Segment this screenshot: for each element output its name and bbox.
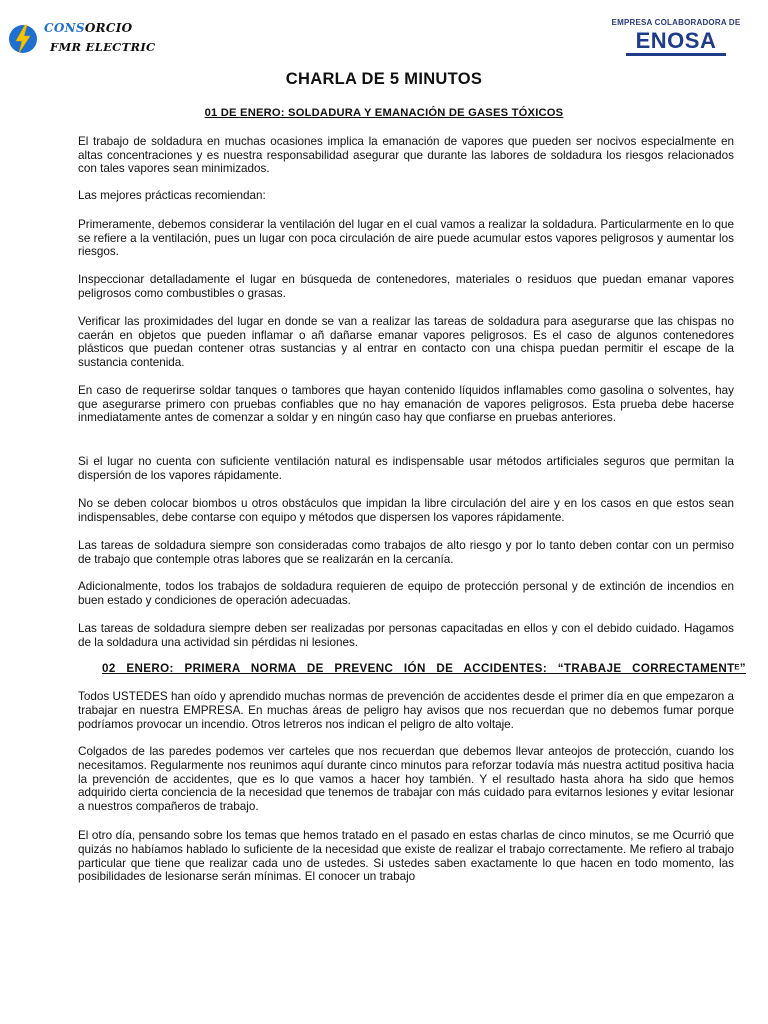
page-title: CHARLA DE 5 MINUTOS	[285, 70, 483, 88]
section1-heading: 01 DE ENERO: SOLDADURA Y EMANACIÓN DE GASES TÓXICOS	[204, 107, 564, 119]
enosa-underline	[626, 53, 726, 56]
paragraph: Primeramente, debemos considerar la ventilación del lugar en el cual vamos a realizar la soldadura. Particularmente en lo que se refiere a la ventilación, pues un lugar con poca circulación de aire puede acumular estos vapores peligrosos y aumentar los riesgos.	[78, 218, 734, 259]
paragraph: Verificar las proximidades del lugar en donde se van a realizar las tareas de soldadura para asegurarse que las chispas no caerán en objetos que pueden inflamar o añ dañarse emanar vapores peligrosos. Es el caso de algunos contenedores plásticos que puedan contener otras sustancias y al entrar en contacto con una chispa puedan permitir el escape de la sustancia contenida.	[78, 315, 734, 369]
paragraph: Todos USTEDES han oído y aprendido muchas normas de prevención de accidentes desde el primer día en que empezaron a trabajar en nuestra EMPRESA. En muchas áreas de peligro hay avisos que nos recuerdan que no debemos fumar porque podríamos provocar un incendio. Otros letreros nos indican el peligro de alto voltaje.	[78, 690, 734, 731]
paragraph: En caso de requerirse soldar tanques o tambores que hayan contenido líquidos inflamables como gasolina o solventes, hay que asegurarse primero con pruebas confiables que no hay emanación de vapores peligrosos. Esta prueba debe hacerse inmediatamente antes de comenzar a soldar y en ningún caso hay que confiarse en pruebas anteriores.	[78, 384, 734, 425]
paragraph: No se deben colocar biombos u otros obstáculos que impidan la libre circulación del aire y en los casos en que estos sean indispensables, debe contarse con equipo y métodos que dispersen los vapores rápidamente.	[78, 497, 734, 524]
consorcio-logo	[8, 18, 158, 64]
lightning-bolt-icon	[8, 22, 38, 56]
paragraph: El otro día, pensando sobre los temas que hemos tratado en el pasado en estas charlas de cinco minutos, se me Ocurrió que quizás no habíamos hablado lo suficiente de la necesidad que existe de realizar el trabajo correctamente. Me refiero al trabajo particular que tiene que realizar cada uno de ustedes. Si ustedes saben exactamente lo que hacen en todo momento, las posibilidades de lesionarse serán mínimas. El conocer un trabajo	[78, 829, 734, 884]
paragraph: Colgados de las paredes podemos ver carteles que nos recuerdan que debemos llevar anteojos de protección, cuando los necesitamos. Regularmente nos reunimos aquí durante cinco minutos para reforzar todavía más nuestra actitud positiva hacia la prevención de accidentes, que es lo que vamos a hacer hoy también. Y el resultado hasta ahora ha sido que hemos adquirido cierta conciencia de la necesidad que tenemos de trabajar con más cuidado para evitarnos lesiones y evitar lesionar a nuestros compañeros de trabajo.	[78, 745, 734, 814]
logo-line1: CONSORCIO	[44, 21, 133, 35]
paragraph: Si el lugar no cuenta con suficiente ventilación natural es indispensable usar métodos artificiales seguros que permitan la dispersión de los vapores rápidamente.	[78, 455, 734, 482]
paragraph: Adicionalmente, todos los trabajos de soldadura requieren de equipo de protección personal y de extinción de incendios en buen estado y condiciones de operación adecuadas.	[78, 580, 734, 607]
paragraph: Las tareas de soldadura siempre son consideradas como trabajos de alto riesgo y por lo tanto deben contar con un permiso de trabajo que contemple otras labores que se realizarán en la cercanía.	[78, 539, 734, 566]
paragraph: Las tareas de soldadura siempre deben ser realizadas por personas capacitadas en ellos y con el debido cuidado. Hagamos de la soldadura una actividad sin pérdidas ni lesiones.	[78, 622, 734, 649]
logo-line2: FMR ELECTRIC	[50, 40, 156, 54]
paragraph: El trabajo de soldadura en muchas ocasiones implica la emanación de vapores que pueden ser nocivos especialmente en altas concentraciones y es nuestra responsabilidad asegurar que durante las labores de soldadura los riesgos relacionados con tales vapores sean minimizados.	[78, 135, 734, 176]
enosa-tagline: EMPRESA COLABORADORA DE	[611, 18, 741, 27]
paragraph: Inspeccionar detalladamente el lugar en búsqueda de contenedores, materiales o residuos que puedan emanar vapores peligrosos como combustibles o grasas.	[78, 273, 734, 300]
paragraph: Las mejores prácticas recomiendan:	[78, 189, 266, 202]
enosa-brand: ENOSA	[635, 28, 717, 53]
enosa-logo	[604, 18, 748, 58]
section2-heading: 02 ENERO: PRIMERA NORMA DE PREVENC IÓN DE ACCIDENTES: “TRABAJE CORRECTAMENTᴱ”	[102, 662, 746, 675]
